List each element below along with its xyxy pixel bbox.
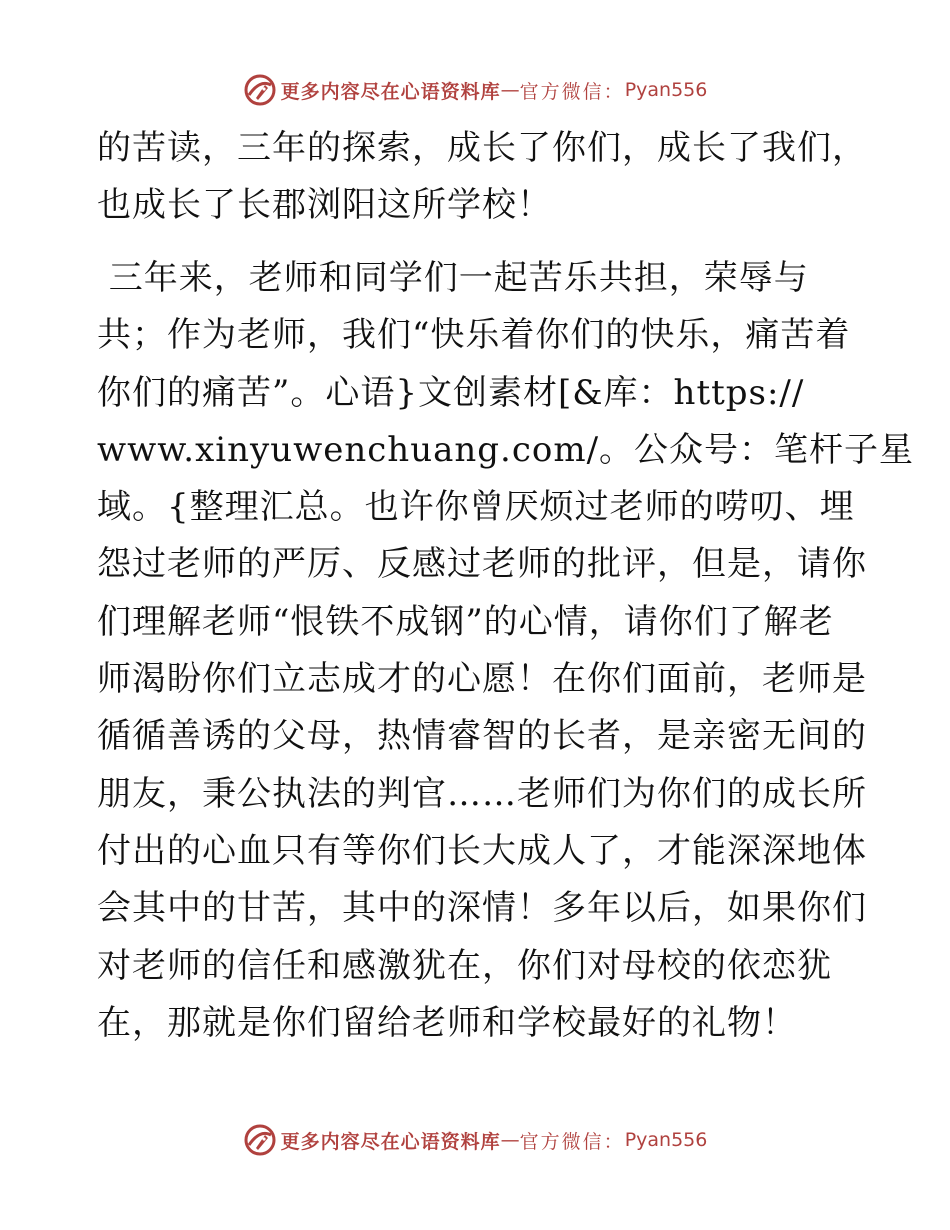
text-line: 付出的心血只有等你们长大成人了，才能深深地体 [97, 830, 867, 871]
wechat-id: Pyan556 [624, 79, 708, 101]
official-wechat-label: 官方微信： [519, 80, 625, 103]
paragraph-1 [97, 120, 867, 235]
separator: — [500, 1129, 520, 1151]
pen-nib-logo-icon [243, 1123, 277, 1157]
text-line: 对老师的信任和感激犹在，你们对母校的依恋犹 [97, 945, 832, 986]
brand-text: 更多内容尽在心语资料库 [280, 1130, 501, 1153]
text-line: 三年来，老师和同学们一起苦乐共担，荣辱与 [97, 258, 809, 298]
wechat-id: Pyan556 [624, 1129, 708, 1151]
text-line: 循循善诱的父母，热情睿智的长者，是亲密无间的 [97, 716, 867, 757]
text-line: 们理解老师“恨铁不成钢”的心情，请你们了解老 [97, 601, 834, 642]
text-line: 共；作为老师，我们“快乐着你们的快乐，痛苦着 [97, 315, 851, 356]
pen-nib-logo-icon [243, 73, 277, 107]
separator: — [500, 79, 520, 101]
text-line: www.xinyuwenchuang.com/。公众号：笔杆子星 [97, 429, 915, 470]
official-wechat-label: 官方微信： [519, 1130, 625, 1153]
text-line: 也成长了长郡浏阳这所学校！ [97, 185, 552, 226]
text-line: 怨过老师的严厉、反感过老师的批评，但是，请你 [97, 544, 867, 585]
header-banner [0, 70, 950, 110]
text-line: 朋友，秉公执法的判官……老师们为你们的成长所 [97, 773, 867, 814]
paragraph-2 [97, 250, 915, 1052]
text-line: 在，那就是你们留给老师和学校最好的礼物！ [97, 1002, 797, 1043]
footer-banner [0, 1120, 950, 1160]
text-line: 师渴盼你们立志成才的心愿！在你们面前，老师是 [97, 659, 867, 700]
text-line: 会其中的甘苦，其中的深情！多年以后，如果你们 [97, 888, 867, 929]
text-line: 你们的痛苦”。心语}文创素材[&库：https:// [97, 372, 805, 413]
text-line: 的苦读，三年的探索，成长了你们，成长了我们， [97, 128, 867, 168]
text-line: 域。{整理汇总。也许你曾厌烦过老师的唠叨、埋 [97, 487, 855, 528]
brand-text: 更多内容尽在心语资料库 [280, 80, 501, 103]
